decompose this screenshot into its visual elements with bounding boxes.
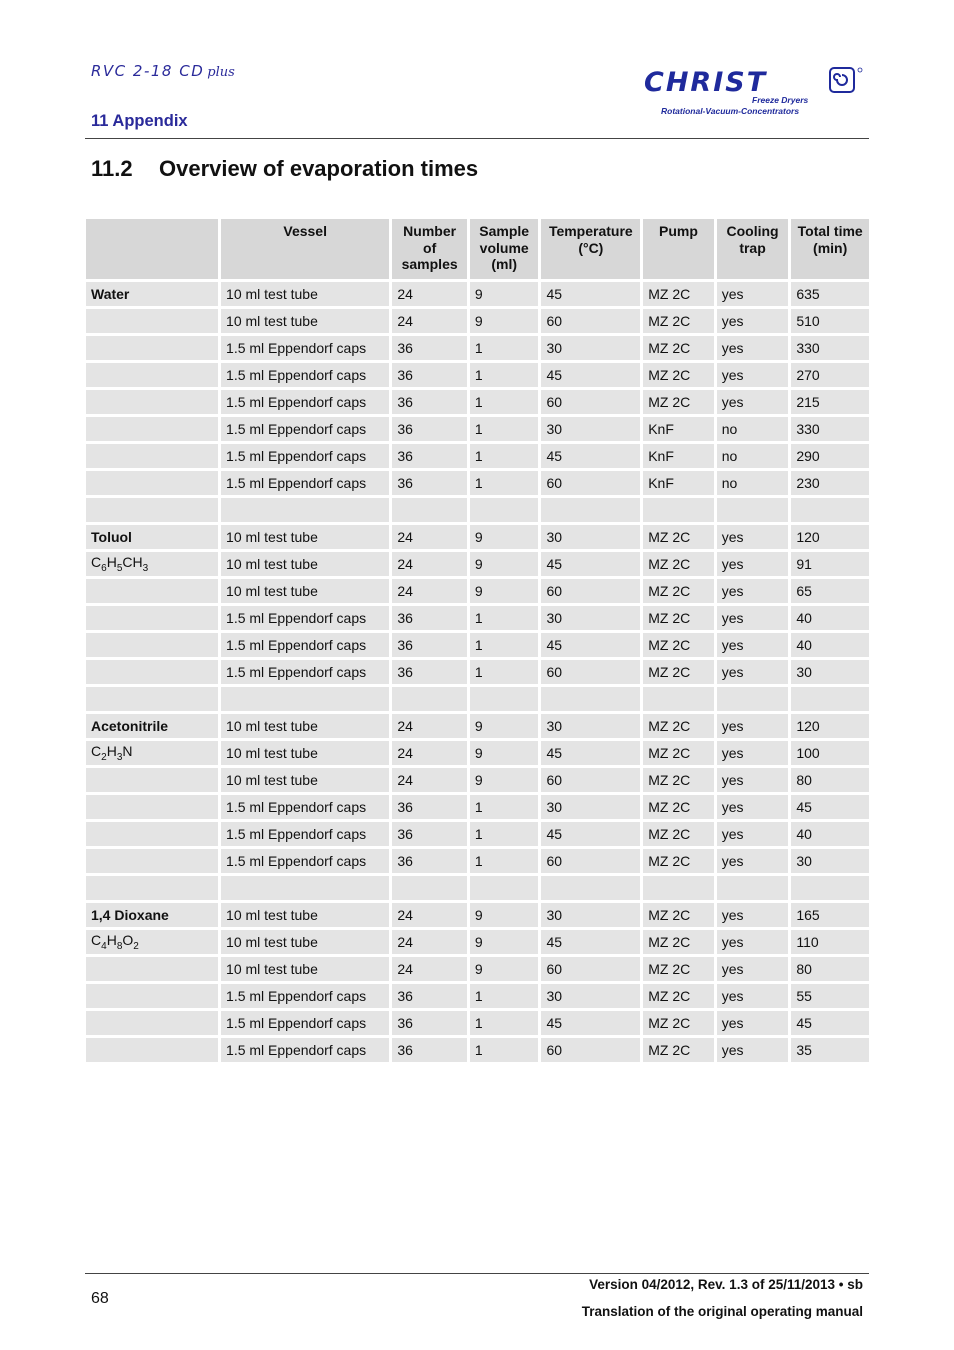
col-header-pump: Pump [643,219,714,279]
volume-cell: 9 [470,768,539,792]
pump-cell: MZ 2C [643,984,714,1008]
col-header-substance [86,219,218,279]
table-row [86,768,869,792]
temperature-cell: 45 [541,444,640,468]
pump-cell: MZ 2C [643,579,714,603]
samples-cell: 36 [392,660,467,684]
substance-cell [86,390,218,414]
cooling-trap-cell: yes [717,714,789,738]
vessel-cell: 1.5 ml Eppendorf caps [221,1038,389,1062]
vessel-cell [221,687,389,711]
total-time-cell: 40 [791,606,869,630]
table-row [86,579,869,603]
substance-cell [86,849,218,873]
vessel-cell [221,876,389,900]
total-time-cell: 230 [791,471,869,495]
cooling-trap-cell: no [717,417,789,441]
volume-cell: 9 [470,309,539,333]
samples-cell [392,687,467,711]
pump-cell: MZ 2C [643,1011,714,1035]
volume-cell: 9 [470,903,539,927]
temperature-cell: 30 [541,336,640,360]
pump-cell: MZ 2C [643,741,714,765]
pump-cell: MZ 2C [643,849,714,873]
table-row [86,552,869,576]
col-header-cooling-trap: Cooling trap [717,219,789,279]
temperature-cell: 45 [541,282,640,306]
volume-cell: 1 [470,1038,539,1062]
total-time-cell: 80 [791,768,869,792]
total-time-cell: 330 [791,417,869,441]
samples-cell: 36 [392,822,467,846]
volume-cell: 1 [470,822,539,846]
page-title [91,156,478,182]
table-row [86,1038,869,1062]
samples-cell: 36 [392,633,467,657]
volume-cell: 1 [470,1011,539,1035]
table-row [86,309,869,333]
substance-cell [86,687,218,711]
substance-cell: Acetonitrile [86,714,218,738]
cooling-trap-cell: yes [717,795,789,819]
table-row [86,282,869,306]
substance-cell [86,822,218,846]
samples-cell: 36 [392,1011,467,1035]
table-body [86,282,869,1062]
table-row [86,930,869,954]
substance-cell [86,660,218,684]
temperature-cell: 30 [541,606,640,630]
total-time-cell: 120 [791,714,869,738]
table-row [86,633,869,657]
table-row [86,363,869,387]
substance-cell [86,309,218,333]
temperature-cell: 60 [541,1038,640,1062]
samples-cell: 36 [392,363,467,387]
volume-cell [470,498,539,522]
total-time-cell: 45 [791,795,869,819]
table-row [86,606,869,630]
pump-cell: MZ 2C [643,930,714,954]
samples-cell: 36 [392,606,467,630]
samples-cell: 36 [392,1038,467,1062]
cooling-trap-cell: yes [717,741,789,765]
temperature-cell: 60 [541,957,640,981]
cooling-trap-cell [717,498,789,522]
table-row [86,444,869,468]
pump-cell: MZ 2C [643,363,714,387]
volume-cell [470,687,539,711]
volume-cell: 9 [470,525,539,549]
vessel-cell: 1.5 ml Eppendorf caps [221,444,389,468]
total-time-cell: 30 [791,849,869,873]
model-name-text: RVC 2-18 CD [91,62,205,80]
table-row [86,876,869,900]
volume-cell: 1 [470,606,539,630]
vessel-cell: 1.5 ml Eppendorf caps [221,849,389,873]
temperature-cell [541,687,640,711]
samples-cell: 36 [392,984,467,1008]
pump-cell: MZ 2C [643,1038,714,1062]
samples-cell: 24 [392,579,467,603]
cooling-trap-cell [717,687,789,711]
total-time-cell: 65 [791,579,869,603]
table-row [86,525,869,549]
samples-cell: 24 [392,930,467,954]
vessel-cell: 1.5 ml Eppendorf caps [221,822,389,846]
volume-cell: 1 [470,795,539,819]
pump-cell [643,498,714,522]
pump-cell: MZ 2C [643,525,714,549]
temperature-cell: 30 [541,903,640,927]
substance-cell [86,579,218,603]
table-row [86,660,869,684]
substance-cell [86,876,218,900]
volume-cell: 9 [470,930,539,954]
total-time-cell [791,876,869,900]
pump-cell: KnF [643,417,714,441]
volume-cell: 9 [470,552,539,576]
temperature-cell: 30 [541,984,640,1008]
substance-cell [86,363,218,387]
volume-cell: 1 [470,417,539,441]
volume-cell: 1 [470,633,539,657]
volume-cell: 1 [470,363,539,387]
cooling-trap-cell: yes [717,390,789,414]
total-time-cell: 80 [791,957,869,981]
substance-cell [86,1038,218,1062]
total-time-cell: 270 [791,363,869,387]
temperature-cell: 60 [541,471,640,495]
vessel-cell: 10 ml test tube [221,957,389,981]
footer-rule [85,1273,869,1274]
temperature-cell: 45 [541,1011,640,1035]
substance-cell [86,1011,218,1035]
volume-cell: 9 [470,579,539,603]
volume-cell: 9 [470,957,539,981]
temperature-cell: 30 [541,525,640,549]
temperature-cell: 45 [541,822,640,846]
vessel-cell: 10 ml test tube [221,552,389,576]
volume-cell: 9 [470,282,539,306]
temperature-cell: 30 [541,417,640,441]
vessel-cell: 10 ml test tube [221,930,389,954]
table-row [86,417,869,441]
col-header-total-time: Total time (min) [791,219,869,279]
cooling-trap-cell: yes [717,633,789,657]
total-time-cell: 40 [791,822,869,846]
temperature-cell: 30 [541,714,640,738]
samples-cell: 24 [392,768,467,792]
table-row [86,741,869,765]
cooling-trap-cell: yes [717,984,789,1008]
samples-cell [392,498,467,522]
col-header-samples: Number of samples [392,219,467,279]
total-time-cell: 100 [791,741,869,765]
total-time-cell: 290 [791,444,869,468]
table-row [86,795,869,819]
swirl-icon [830,68,862,92]
vessel-cell: 10 ml test tube [221,282,389,306]
pump-cell: MZ 2C [643,795,714,819]
temperature-cell: 45 [541,363,640,387]
substance-cell [86,336,218,360]
pump-cell: MZ 2C [643,282,714,306]
substance-cell [86,768,218,792]
formula-cell: $C_6H_5CH_3$ [86,552,218,576]
cooling-trap-cell: yes [717,282,789,306]
cooling-trap-cell: yes [717,552,789,576]
temperature-cell: 45 [541,552,640,576]
logo-tagline-2: Rotational-Vacuum-Concentrators [661,106,800,116]
model-name [91,62,235,80]
table-row [86,849,869,873]
temperature-cell: 45 [541,633,640,657]
total-time-cell: 55 [791,984,869,1008]
total-time-cell: 45 [791,1011,869,1035]
vessel-cell: 1.5 ml Eppendorf caps [221,633,389,657]
samples-cell: 24 [392,714,467,738]
table-row [86,822,869,846]
temperature-cell: 30 [541,795,640,819]
formula-cell: $C_2H_3N$ [86,741,218,765]
temperature-cell: 45 [541,741,640,765]
substance-cell [86,444,218,468]
total-time-cell [791,498,869,522]
pump-cell: MZ 2C [643,336,714,360]
vessel-cell: 1.5 ml Eppendorf caps [221,606,389,630]
samples-cell: 36 [392,795,467,819]
substance-cell [86,984,218,1008]
vessel-cell: 1.5 ml Eppendorf caps [221,984,389,1008]
vessel-cell: 10 ml test tube [221,525,389,549]
table-row [86,1011,869,1035]
cooling-trap-cell: yes [717,768,789,792]
christ-logo-wordmark: CHRIST [644,67,768,98]
pump-cell: KnF [643,444,714,468]
temperature-cell: 60 [541,390,640,414]
total-time-cell: 35 [791,1038,869,1062]
total-time-cell: 120 [791,525,869,549]
total-time-cell: 330 [791,336,869,360]
total-time-cell: 215 [791,390,869,414]
substance-cell [86,957,218,981]
temperature-cell: 60 [541,768,640,792]
samples-cell: 36 [392,417,467,441]
vessel-cell: 1.5 ml Eppendorf caps [221,336,389,360]
section-heading: 11 Appendix [91,112,188,130]
volume-cell: 1 [470,336,539,360]
cooling-trap-cell: yes [717,1011,789,1035]
temperature-cell: 60 [541,849,640,873]
substance-cell [86,633,218,657]
samples-cell: 24 [392,957,467,981]
substance-cell [86,795,218,819]
vessel-cell: 10 ml test tube [221,741,389,765]
volume-cell: 1 [470,984,539,1008]
vessel-cell: 1.5 ml Eppendorf caps [221,660,389,684]
version-note: Version 04/2012, Rev. 1.3 of 25/11/2013 • sb [589,1277,863,1292]
substance-cell [86,471,218,495]
samples-cell: 36 [392,390,467,414]
pump-cell: MZ 2C [643,309,714,333]
cooling-trap-cell: yes [717,1038,789,1062]
samples-cell: 24 [392,309,467,333]
cooling-trap-cell: yes [717,525,789,549]
vessel-cell: 10 ml test tube [221,579,389,603]
total-time-cell: 510 [791,309,869,333]
substance-cell [86,498,218,522]
pump-cell: MZ 2C [643,633,714,657]
vessel-cell: 1.5 ml Eppendorf caps [221,471,389,495]
vessel-cell: 10 ml test tube [221,714,389,738]
page-number: 68 [91,1290,109,1307]
cooling-trap-cell: yes [717,336,789,360]
cooling-trap-cell [717,876,789,900]
cooling-trap-cell: yes [717,930,789,954]
temperature-cell: 60 [541,579,640,603]
table-header-row [86,219,869,279]
volume-cell: 1 [470,471,539,495]
pump-cell: MZ 2C [643,660,714,684]
volume-cell: 1 [470,849,539,873]
pump-cell: MZ 2C [643,714,714,738]
samples-cell: 24 [392,741,467,765]
total-time-cell: 165 [791,903,869,927]
volume-cell: 9 [470,741,539,765]
samples-cell: 24 [392,552,467,576]
table-row [86,687,869,711]
vessel-cell: 1.5 ml Eppendorf caps [221,1011,389,1035]
total-time-cell: 40 [791,633,869,657]
volume-cell: 1 [470,660,539,684]
volume-cell [470,876,539,900]
cooling-trap-cell: yes [717,903,789,927]
pump-cell: MZ 2C [643,957,714,981]
samples-cell: 24 [392,903,467,927]
cooling-trap-cell: yes [717,849,789,873]
cooling-trap-cell: yes [717,606,789,630]
table-row [86,984,869,1008]
logo-tagline-1: Freeze Dryers [752,95,809,105]
cooling-trap-cell: yes [717,822,789,846]
cooling-trap-cell: yes [717,309,789,333]
samples-cell: 24 [392,525,467,549]
samples-cell: 36 [392,849,467,873]
header-rule [85,138,869,139]
temperature-cell: 60 [541,309,640,333]
cooling-trap-cell: no [717,471,789,495]
col-header-temperature: Temperature (°C) [541,219,640,279]
pump-cell: MZ 2C [643,606,714,630]
formula-cell: $C_4H_8O_2$ [86,930,218,954]
title-text: Overview of evaporation times [159,156,479,181]
samples-cell: 36 [392,336,467,360]
cooling-trap-cell: yes [717,660,789,684]
substance-cell [86,417,218,441]
col-header-vessel: Vessel [221,219,389,279]
pump-cell: MZ 2C [643,768,714,792]
table-row [86,903,869,927]
model-suffix: plus [207,65,235,80]
temperature-cell [541,876,640,900]
vessel-cell: 1.5 ml Eppendorf caps [221,795,389,819]
evaporation-times-table [83,216,872,1065]
vessel-cell: 10 ml test tube [221,903,389,927]
table-row [86,336,869,360]
volume-cell: 1 [470,444,539,468]
table-row [86,471,869,495]
temperature-cell: 45 [541,930,640,954]
total-time-cell: 91 [791,552,869,576]
substance-cell: 1,4 Dioxane [86,903,218,927]
samples-cell [392,876,467,900]
pump-cell: MZ 2C [643,903,714,927]
substance-cell: Toluol [86,525,218,549]
temperature-cell [541,498,640,522]
volume-cell: 1 [470,390,539,414]
vessel-cell: 10 ml test tube [221,309,389,333]
temperature-cell: 60 [541,660,640,684]
cooling-trap-cell: no [717,444,789,468]
vessel-cell: 10 ml test tube [221,768,389,792]
pump-cell: MZ 2C [643,822,714,846]
samples-cell: 24 [392,282,467,306]
total-time-cell: 635 [791,282,869,306]
vessel-cell: 1.5 ml Eppendorf caps [221,363,389,387]
total-time-cell: 110 [791,930,869,954]
pump-cell [643,876,714,900]
total-time-cell [791,687,869,711]
translation-note: Translation of the original operating manual [581,1304,863,1319]
samples-cell: 36 [392,471,467,495]
pump-cell: KnF [643,471,714,495]
vessel-cell: 1.5 ml Eppendorf caps [221,390,389,414]
table-row [86,714,869,738]
table-row [86,957,869,981]
title-number: 11.2 [91,156,133,181]
cooling-trap-cell: yes [717,363,789,387]
pump-cell: MZ 2C [643,552,714,576]
vessel-cell: 1.5 ml Eppendorf caps [221,417,389,441]
substance-cell [86,606,218,630]
cooling-trap-cell: yes [717,579,789,603]
volume-cell: 9 [470,714,539,738]
col-header-volume: Sample volume (ml) [470,219,539,279]
table-row [86,498,869,522]
pump-cell [643,687,714,711]
table-row [86,390,869,414]
substance-cell: Water [86,282,218,306]
vessel-cell [221,498,389,522]
pump-cell: MZ 2C [643,390,714,414]
total-time-cell: 30 [791,660,869,684]
samples-cell: 36 [392,444,467,468]
cooling-trap-cell: yes [717,957,789,981]
